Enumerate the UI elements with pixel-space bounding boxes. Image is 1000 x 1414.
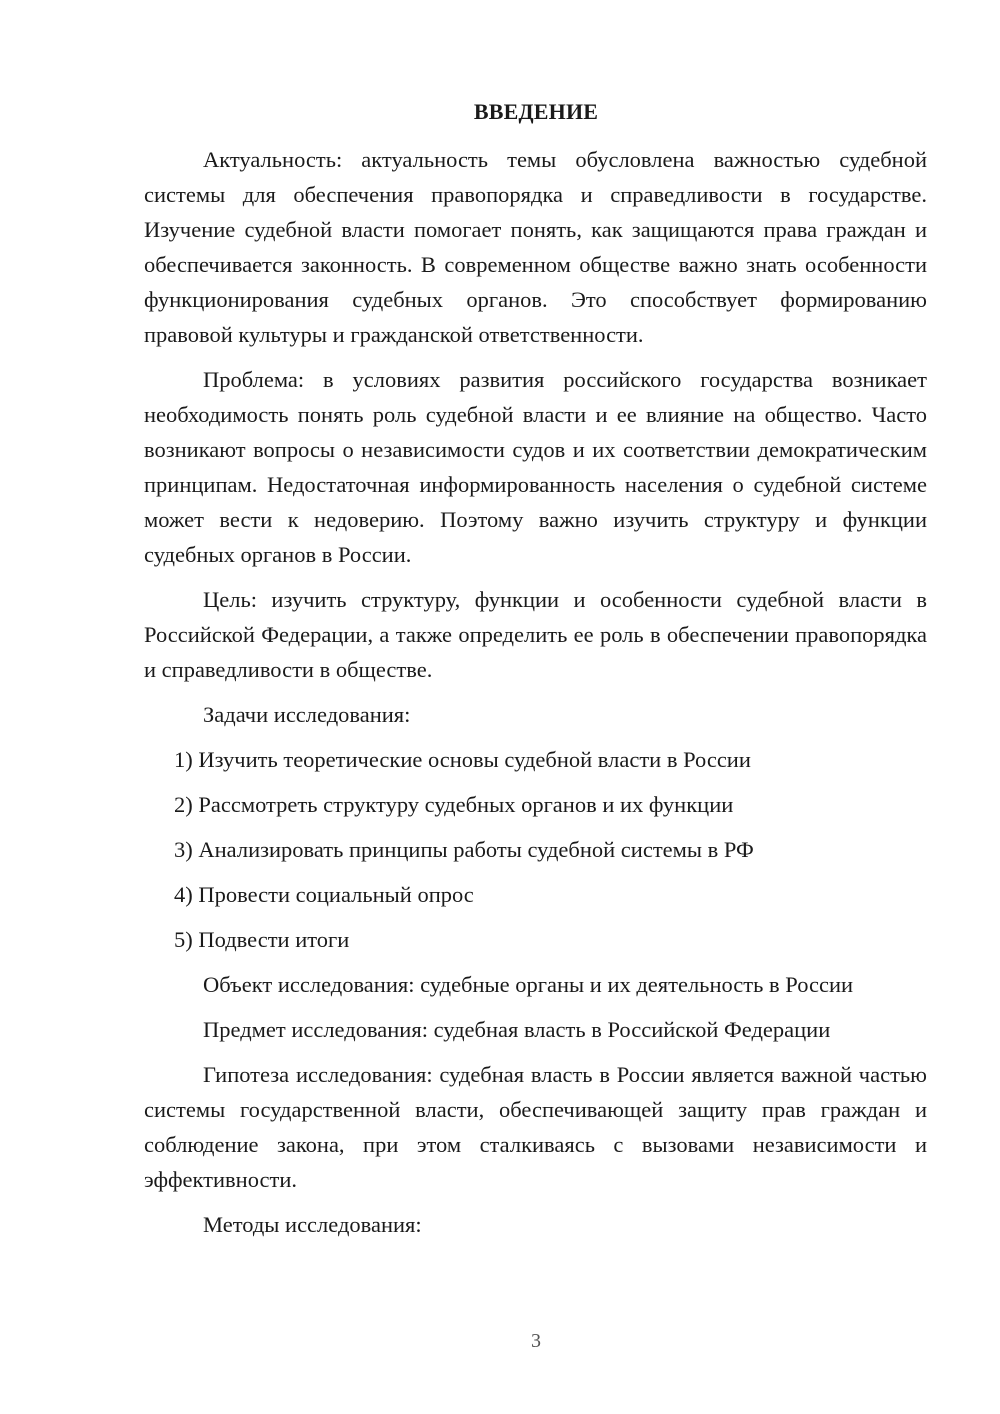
paragraph-subject: Предмет исследования: судебная власть в Российской Федерации bbox=[203, 1017, 831, 1042]
list-item: 2) Рассмотреть структуру судебных органов и их функции bbox=[174, 792, 734, 817]
tasks-list bbox=[144, 742, 927, 957]
list-item: 4) Провести социальный опрос bbox=[174, 882, 474, 907]
paragraph-problem: Проблема: в условиях развития российского государства возникает необходимость понять роль судебной власти и ее влияние на общество. Часто возникают вопросы о независимости судов и их соответствии демократическим принципам. Недостаточная информированность населения о судебной системе может вести к недоверию. Поэтому важно изучить структуру и функции судебных органов в России. bbox=[144, 367, 927, 567]
list-item: 1) Изучить теоретические основы судебной власти в России bbox=[174, 747, 751, 772]
paragraph-goal: Цель: изучить структуру, функции и особенности судебной власти в Российской Федерации, а также определить ее роль в обеспечении правопорядка и справедливости в обществе. bbox=[144, 587, 927, 682]
paragraph-relevance: Актуальность: актуальность темы обусловлена важностью судебной системы для обеспечения правопорядка и справедливости в государстве. Изучение судебной власти помогает понять, как защищаются права граждан и обеспечивается законность. В современном обществе важно знать особенности функционирования судебных органов. Это способствует формированию правовой культуры и гражданской ответственности. bbox=[144, 147, 927, 347]
section-title: ВВЕДЕНИЕ bbox=[473, 99, 599, 124]
paragraph-hypothesis: Гипотеза исследования: судебная власть в России является важной частью системы государственной власти, обеспечивающей защиту прав граждан и соблюдение закона, при этом сталкиваясь с вызовами независимости и эффективности. bbox=[144, 1062, 927, 1192]
document-body bbox=[144, 142, 927, 1252]
list-item: 5) Подвести итоги bbox=[174, 927, 350, 952]
list-item: 3) Анализировать принципы работы судебной системы в РФ bbox=[174, 837, 754, 862]
methods-heading: Методы исследования: bbox=[203, 1212, 422, 1237]
paragraph-object: Объект исследования: судебные органы и их деятельность в России bbox=[203, 972, 854, 997]
tasks-heading: Задачи исследования: bbox=[203, 702, 411, 727]
page-number: 3 bbox=[531, 1330, 541, 1352]
